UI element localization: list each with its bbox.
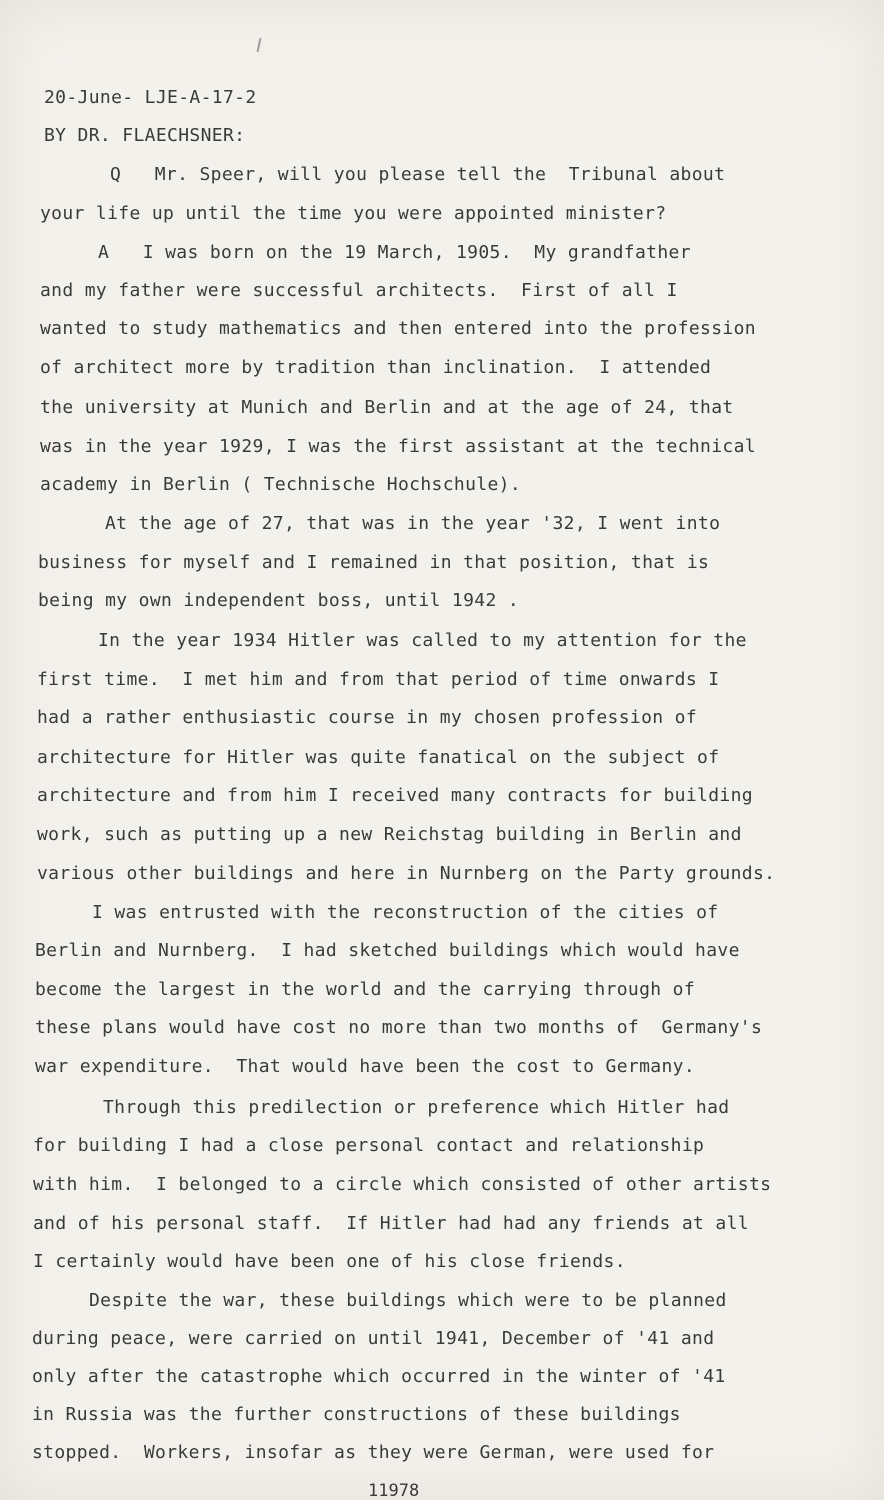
page-number: 11978 [368, 1481, 420, 1500]
text-line: during peace, were carried on until 1941, December of '41 and [32, 1328, 715, 1349]
text-line: with him. I belonged to a circle which consisted of other artists [33, 1174, 772, 1195]
text-line: the university at Munich and Berlin and at the age of 24, that [40, 397, 734, 418]
text-line: being my own independent boss, until 1942 . [38, 590, 520, 611]
text-line: architecture and from him I received many contracts for building [37, 785, 753, 806]
text-line: I certainly would have been one of his close friends. [33, 1251, 626, 1272]
text-line: architecture for Hitler was quite fanatical on the subject of [37, 747, 720, 768]
document-header: 20-June- LJE-A-17-2 [44, 87, 257, 108]
text-line: In the year 1934 Hitler was called to my attention for the [98, 630, 747, 651]
text-line: Q Mr. Speer, will you please tell the Tribunal about [110, 164, 726, 185]
text-line: and of his personal staff. If Hitler had had any friends at all [33, 1213, 749, 1234]
text-line: work, such as putting up a new Reichstag building in Berlin and [37, 824, 742, 845]
text-line: war expenditure. That would have been the cost to Germany. [35, 1056, 696, 1077]
examiner-label: BY DR. FLAECHSNER: [44, 125, 246, 146]
text-line: various other buildings and here in Nurnberg on the Party grounds. [37, 863, 776, 884]
text-line: your life up until the time you were appointed minister? [40, 203, 667, 224]
text-line: only after the catastrophe which occurred in the winter of '41 [32, 1366, 726, 1387]
text-line: of architect more by tradition than inclination. I attended [40, 357, 712, 378]
text-line: Berlin and Nurnberg. I had sketched buildings which would have [35, 940, 740, 961]
text-line: stopped. Workers, insofar as they were German, were used for [32, 1442, 715, 1463]
text-line: and my father were successful architects. First of all I [40, 280, 678, 301]
text-line: Through this predilection or preference which Hitler had [103, 1097, 730, 1118]
text-line: I was entrusted with the reconstruction of the cities of [92, 902, 719, 923]
pen-mark [257, 38, 262, 52]
text-line: had a rather enthusiastic course in my chosen profession of [37, 707, 698, 728]
text-line: At the age of 27, that was in the year '32, I went into [105, 513, 721, 534]
text-line: wanted to study mathematics and then entered into the profession [40, 318, 756, 339]
text-line: for building I had a close personal contact and relationship [33, 1135, 705, 1156]
text-line: first time. I met him and from that period of time onwards I [37, 669, 720, 690]
text-line: become the largest in the world and the carrying through of [35, 979, 696, 1000]
text-line: in Russia was the further constructions of these buildings [32, 1404, 681, 1425]
text-line: these plans would have cost no more than two months of Germany's [35, 1017, 763, 1038]
text-line: was in the year 1929, I was the first assistant at the technical [40, 436, 756, 457]
text-line: Despite the war, these buildings which were to be planned [89, 1290, 727, 1311]
text-line: A I was born on the 19 March, 1905. My grandfather [98, 242, 691, 263]
text-line: academy in Berlin ( Technische Hochschule). [40, 474, 522, 495]
text-line: business for myself and I remained in that position, that is [38, 552, 710, 573]
